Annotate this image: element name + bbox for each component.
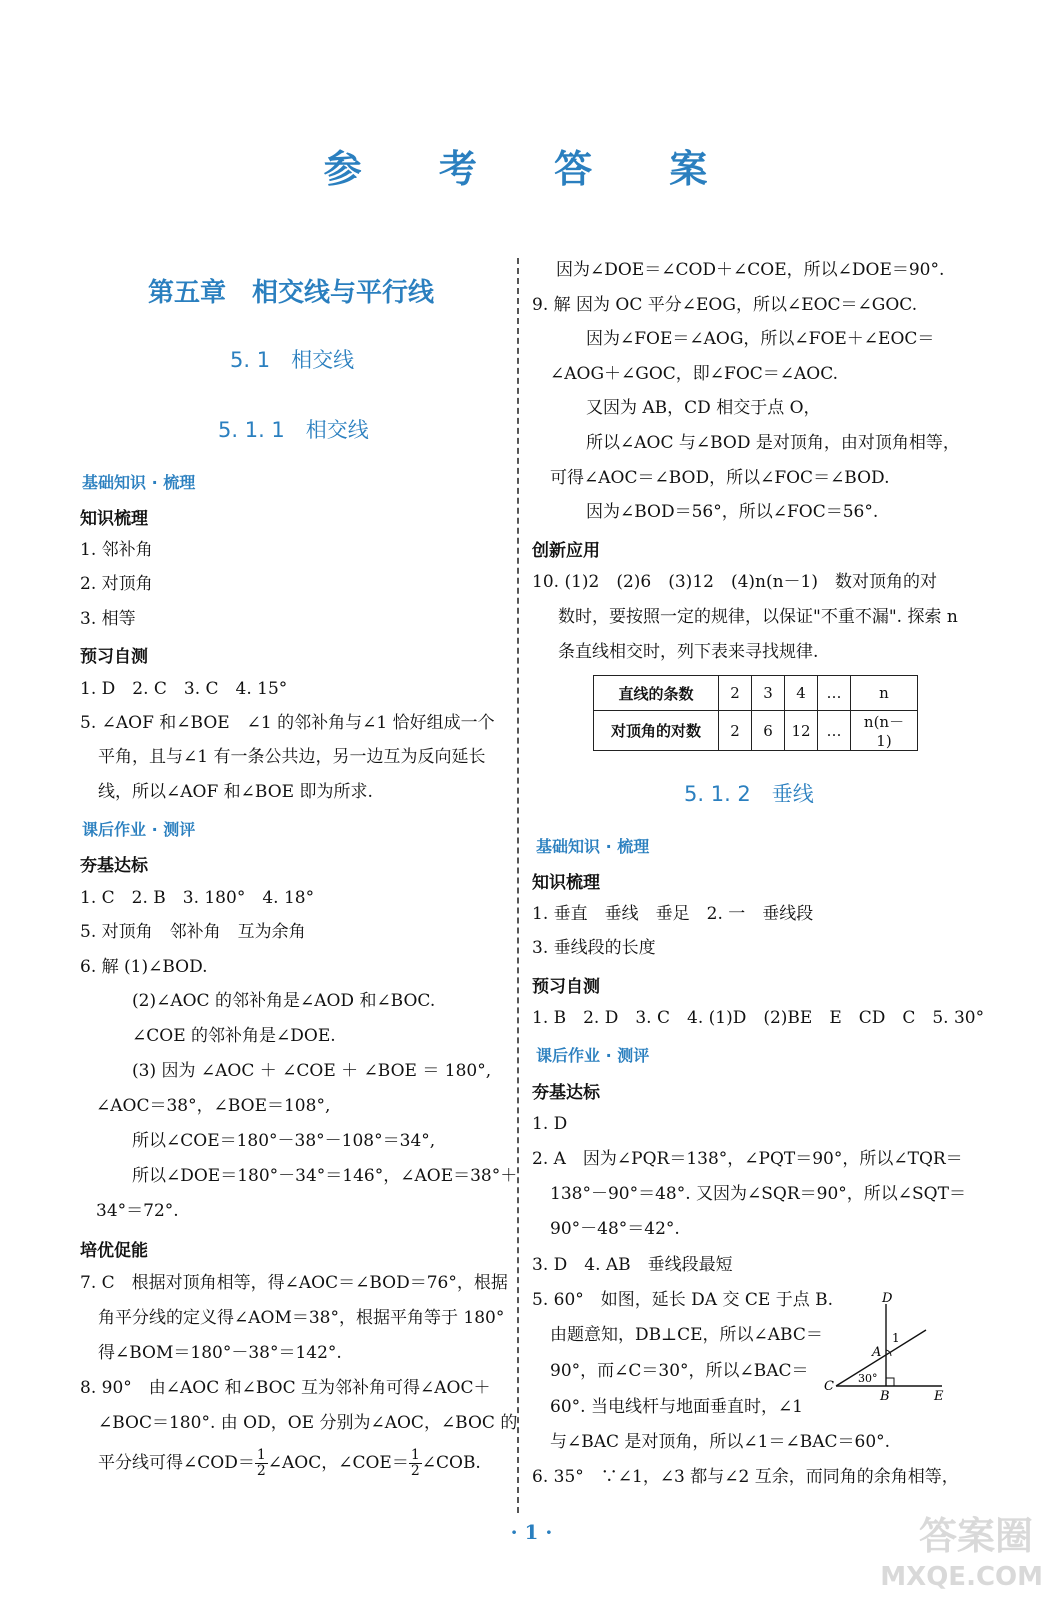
- answer-line: 3. 垂线段的长度: [532, 938, 656, 958]
- watermark-url: MXQE.COM: [880, 1562, 1043, 1592]
- answer-line: 得∠BOM＝180°－38°＝142°.: [98, 1343, 342, 1363]
- answer-line: 9. 解 因为 OC 平分∠EOG，所以∠EOC＝∠GOC.: [532, 295, 918, 315]
- answer-line: 7. C 根据对顶角相等，得∠AOC＝∠BOD＝76°，根据: [80, 1273, 508, 1293]
- answer-line: 2. 对顶角: [80, 574, 153, 594]
- answer-line: 90°，而∠C＝30°，所以∠BAC＝: [550, 1361, 809, 1381]
- table-cell: 6: [752, 711, 785, 751]
- table-cell: n(n－1): [851, 711, 918, 751]
- table-cell: 直线的条数: [594, 676, 719, 711]
- answer-line: 角平分线的定义得∠AOM＝38°，根据平角等于 180°: [98, 1308, 505, 1328]
- fraction-half: $\frac{1}{2}$: [256, 1447, 266, 1479]
- answer-line: 1. D 2. C 3. C 4. 15°: [80, 679, 288, 699]
- column-divider: [517, 258, 519, 1513]
- table-cell: 4: [785, 676, 818, 711]
- heading-advanced: 培优促能: [80, 1241, 148, 1261]
- answer-line-fraction: 平分线可得∠COD＝ $\frac{1}{2}$ ∠AOC，∠COE＝ $\frac{1}{2}$ ∠COB.: [98, 1447, 481, 1479]
- answer-line: 条直线相交时，列下表来寻找规律.: [558, 642, 819, 662]
- subsection-title: 5. 1. 1 相交线: [218, 418, 369, 442]
- page-title: 参 考 答 案: [323, 146, 740, 191]
- heading-basic: 夯基达标: [532, 1083, 600, 1103]
- tag-basic-knowledge: 基础知识 · 梳理: [536, 837, 650, 856]
- watermark-logo: 答案圈: [918, 1514, 1033, 1558]
- answer-line: 6. 35° ∵∠1，∠3 都与∠2 互余，而同角的余角相等，: [532, 1467, 959, 1487]
- answer-line: 5. 60° 如图，延长 DA 交 CE 于点 B.: [532, 1290, 833, 1310]
- answer-line: 可得∠AOC＝∠BOD，所以∠FOC＝∠BOD.: [550, 468, 890, 488]
- answer-line: 又因为 AB，CD 相交于点 O，: [586, 398, 821, 418]
- answer-line: 与∠BAC 是对顶角，所以∠1＝∠BAC＝60°.: [550, 1432, 891, 1452]
- answer-line: ∠AOG＋∠GOC，即∠FOC＝∠AOC.: [550, 364, 839, 384]
- answer-line: 1. 垂直 垂线 垂足 2. 一 垂线段: [532, 904, 814, 924]
- label-E: E: [934, 1389, 944, 1402]
- answer-line: 90°－48°＝42°.: [550, 1219, 680, 1239]
- answer-line: 由题意知，DB⊥CE，所以∠ABC＝: [550, 1325, 823, 1345]
- answer-line: 2. A 因为∠PQR＝138°，∠PQT＝90°，所以∠TQR＝: [532, 1149, 963, 1169]
- answer-line: 1. C 2. B 3. 180° 4. 18°: [80, 888, 315, 908]
- answer-line: 34°＝72°.: [96, 1201, 179, 1221]
- page-number: · 1 ·: [510, 1520, 553, 1544]
- heading-knowledge: 知识梳理: [80, 509, 148, 529]
- table-cell: 2: [719, 676, 752, 711]
- answer-line: 138°－90°＝48°. 又因为∠SQR＝90°，所以∠SQT＝: [550, 1184, 966, 1204]
- answer-line: 1. 邻补角: [80, 540, 153, 560]
- answer-line: 因为∠BOD＝56°，所以∠FOC＝56°.: [586, 502, 879, 522]
- answer-line: 因为∠FOE＝∠AOG，所以∠FOE＋∠EOC＝: [586, 329, 935, 349]
- answer-line: ∠BOC＝180°. 由 OD，OE 分别为∠AOC，∠BOC 的: [98, 1413, 518, 1433]
- label-angle-1: 1: [892, 1331, 900, 1345]
- tag-homework: 课后作业 · 测评: [82, 820, 196, 839]
- table-cell: 对顶角的对数: [594, 711, 719, 751]
- answer-line: 因为∠DOE＝∠COD＋∠COE，所以∠DOE＝90°.: [556, 260, 945, 280]
- answer-line: 所以∠DOE＝180°－34°＝146°，∠AOE＝38°＋: [132, 1166, 518, 1186]
- label-D: D: [882, 1291, 893, 1306]
- heading-preview: 预习自测: [80, 647, 148, 667]
- geometry-figure: [822, 1290, 962, 1402]
- table-row: [594, 711, 918, 751]
- answer-line: 5. 对顶角 邻补角 互为余角: [80, 922, 306, 942]
- heading-preview: 预习自测: [532, 977, 600, 997]
- answer-line: 5. ∠AOF 和∠BOE ∠1 的邻补角与∠1 恰好组成一个: [80, 713, 495, 733]
- table-cell: 12: [785, 711, 818, 751]
- answer-line: 1. B 2. D 3. C 4. (1)D (2)BE E CD C 5. 30°: [532, 1008, 985, 1028]
- answer-line: 8. 90° 由∠AOC 和∠BOC 互为邻补角可得∠AOC＋: [80, 1378, 491, 1398]
- answer-line: 3. D 4. AB 垂线段最短: [532, 1255, 733, 1275]
- answer-line: 1. D: [532, 1114, 568, 1134]
- answer-line: 10. (1)2 (2)6 (3)12 (4)n(n－1) 数对顶角的对: [532, 572, 938, 592]
- answer-line: ∠COE 的邻补角是∠DOE.: [132, 1026, 336, 1046]
- answer-line: ∠AOC＝38°，∠BOE＝108°,: [96, 1096, 331, 1116]
- table-row: [594, 676, 918, 711]
- subsection-title: 5. 1. 2 垂线: [684, 782, 814, 806]
- chapter-title: 第五章 相交线与平行线: [148, 278, 435, 308]
- table-cell: 3: [752, 676, 785, 711]
- label-B: B: [880, 1389, 890, 1402]
- heading-innovation: 创新应用: [532, 541, 600, 561]
- answer-line: 3. 相等: [80, 609, 136, 629]
- answer-line: 60°. 当电线杆与地面垂直时，∠1: [550, 1397, 803, 1417]
- answer-line: 数时，要按照一定的规律，以保证"不重不漏". 探索 n: [558, 607, 958, 627]
- section-title: 5. 1 相交线: [230, 348, 355, 372]
- heading-knowledge: 知识梳理: [532, 873, 600, 893]
- heading-basic: 夯基达标: [80, 856, 148, 876]
- answer-line: 所以∠COE＝180°－38°－108°＝34°,: [132, 1131, 436, 1151]
- answer-line: 平角，且与∠1 有一条公共边，另一边互为反向延长: [98, 747, 486, 767]
- table-cell: …: [818, 676, 851, 711]
- answer-line: (3) 因为 ∠AOC ＋ ∠COE ＋ ∠BOE ＝ 180°,: [132, 1061, 492, 1081]
- label-C: C: [824, 1379, 834, 1394]
- label-angle-30: 30°: [858, 1372, 878, 1385]
- table-cell: 2: [719, 711, 752, 751]
- vertical-angle-table: [593, 675, 918, 751]
- answer-line: (2)∠AOC 的邻补角是∠AOD 和∠BOC.: [132, 991, 436, 1011]
- label-A: A: [872, 1345, 882, 1360]
- answer-line: 6. 解 (1)∠BOD.: [80, 957, 208, 977]
- answer-line: 所以∠AOC 与∠BOD 是对顶角，由对顶角相等，: [586, 433, 960, 453]
- fraction-half: $\frac{1}{2}$: [410, 1447, 420, 1479]
- answer-line: 线，所以∠AOF 和∠BOE 即为所求.: [98, 782, 373, 802]
- table-cell: n: [851, 676, 918, 711]
- tag-homework: 课后作业 · 测评: [536, 1046, 650, 1065]
- tag-basic-knowledge: 基础知识 · 梳理: [82, 473, 196, 492]
- table-cell: …: [818, 711, 851, 751]
